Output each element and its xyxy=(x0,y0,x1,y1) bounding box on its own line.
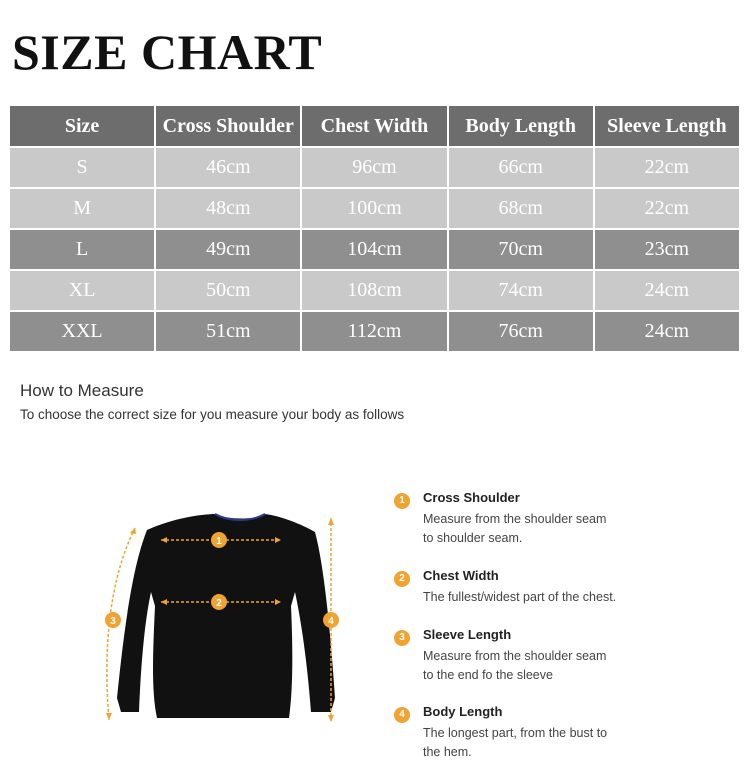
table-cell: 24cm xyxy=(595,271,739,310)
step-desc-line: the hem. xyxy=(423,745,472,759)
step-desc-line: Measure from the shoulder seam xyxy=(423,512,607,526)
how-to-measure-heading: How to Measure xyxy=(20,381,144,400)
marker-3: 3 xyxy=(110,616,116,627)
table-row xyxy=(10,148,739,187)
table-cell: 51cm xyxy=(156,312,300,351)
step-title: Body Length xyxy=(423,704,503,719)
step-title: Sleeve Length xyxy=(423,627,512,642)
table-cell: 50cm xyxy=(156,271,300,310)
table-cell: 74cm xyxy=(449,271,593,310)
marker-2: 2 xyxy=(216,598,222,609)
table-row xyxy=(10,312,739,351)
step-desc-line: The fullest/widest part of the chest. xyxy=(423,590,617,604)
table-cell: 22cm xyxy=(595,189,739,228)
step-description xyxy=(423,647,683,685)
long-sleeve-shirt-icon xyxy=(95,500,355,730)
step-description xyxy=(423,724,683,762)
table-cell: M xyxy=(10,189,154,228)
table-cell: XL xyxy=(10,271,154,310)
header-body-length: Body Length xyxy=(449,106,593,146)
step-desc-line: to shoulder seam. xyxy=(423,531,523,545)
header-size: Size xyxy=(10,106,154,146)
step-desc-line: The longest part, from the bust to xyxy=(423,726,608,740)
table-cell: 70cm xyxy=(449,230,593,269)
table-cell: 24cm xyxy=(595,312,739,351)
step-title: Cross Shoulder xyxy=(423,490,520,505)
marker-1: 1 xyxy=(216,536,222,547)
table-cell: L xyxy=(10,230,154,269)
header-sleeve-length: Sleeve Length xyxy=(595,106,739,146)
size-chart-table xyxy=(8,104,741,353)
table-cell: 23cm xyxy=(595,230,739,269)
table-cell: 22cm xyxy=(595,148,739,187)
how-to-measure-subtitle: To choose the correct size for you measure your body as follows xyxy=(20,407,405,422)
table-cell: 46cm xyxy=(156,148,300,187)
table-cell: S xyxy=(10,148,154,187)
step-number-badge: 4 xyxy=(394,707,410,723)
table-row xyxy=(10,230,739,269)
table-cell: 96cm xyxy=(302,148,446,187)
step-title: Chest Width xyxy=(423,568,499,583)
table-cell: 100cm xyxy=(302,189,446,228)
table-cell: 48cm xyxy=(156,189,300,228)
step-description xyxy=(423,588,683,607)
table-cell: 66cm xyxy=(449,148,593,187)
step-number-badge: 2 xyxy=(394,571,410,587)
table-header-row xyxy=(10,106,739,146)
table-cell: 104cm xyxy=(302,230,446,269)
table-cell: XXL xyxy=(10,312,154,351)
table-cell: 49cm xyxy=(156,230,300,269)
step-description xyxy=(423,510,683,548)
step-number-badge: 3 xyxy=(394,630,410,646)
table-cell: 112cm xyxy=(302,312,446,351)
table-cell: 76cm xyxy=(449,312,593,351)
marker-4: 4 xyxy=(328,616,334,627)
page-title: SIZE CHART xyxy=(12,24,323,80)
table-row xyxy=(10,271,739,310)
step-desc-line: Measure from the shoulder seam xyxy=(423,649,607,663)
table-cell: 68cm xyxy=(449,189,593,228)
step-desc-line: to the end fo the sleeve xyxy=(423,668,553,682)
header-cross-shoulder: Cross Shoulder xyxy=(156,106,300,146)
shirt-body xyxy=(117,514,335,718)
table-cell: 108cm xyxy=(302,271,446,310)
step-number-badge: 1 xyxy=(394,493,410,509)
table-row xyxy=(10,189,739,228)
header-chest-width: Chest Width xyxy=(302,106,446,146)
